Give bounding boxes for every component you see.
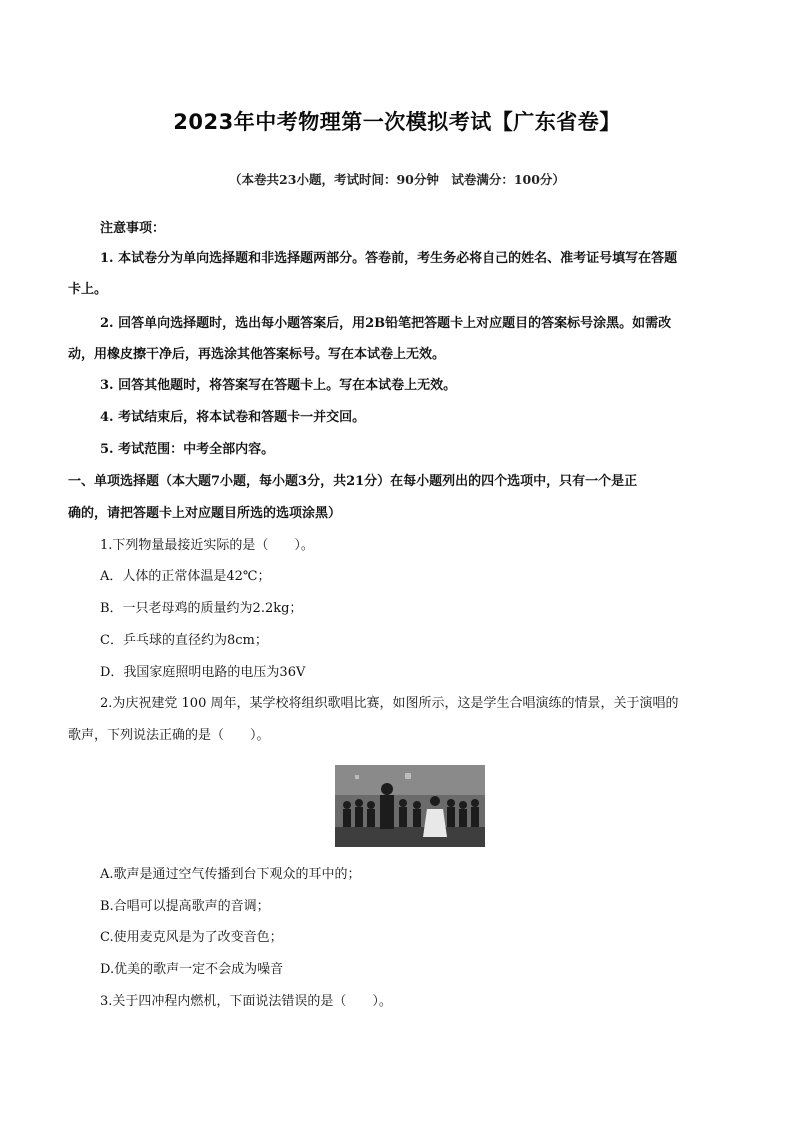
exam-info: （本卷共23小题，考试时间：90分钟 试卷满分：100分） (229, 172, 565, 187)
section-heading-cont: 确的，请把答题卡上对应题目所选的选项涂黑） (68, 506, 342, 521)
notice-item-4: 4. 考试结束后，将本试卷和答题卡一并交回。 (100, 410, 366, 425)
question-1-option-b: B．一只老母鸡的质量约为2.2kg； (100, 601, 303, 616)
notice-item-1: 1. 本试卷分为单向选择题和非选择题两部分。答卷前，考生务必将自己的姓名、准考证号填写在答题 (100, 251, 678, 266)
section-heading: 一、单项选择题（本大题7小题，每小题3分，共21分）在每小题列出的四个选项中，只有一个是正 (68, 474, 638, 489)
question-2-option-d: D.优美的歌声一定不会成为噪音 (100, 962, 284, 977)
question-1-option-a: A．人体的正常体温是42℃； (100, 569, 271, 584)
page-title: 2023年中考物理第一次模拟考试【广东省卷】 (173, 110, 621, 134)
question-2-stem: 2.为庆祝建党 100 周年，某学校将组织歌唱比赛，如图所示，这是学生合唱演练的情景，关于演唱的 (100, 696, 679, 711)
question-1-option-d: D．我国家庭照明电路的电压为36V (100, 665, 306, 680)
question-3-stem: 3.关于四冲程内燃机，下面说法错误的是（ ）。 (100, 994, 392, 1009)
choir-photo (335, 765, 485, 847)
notice-item-1-cont: 卡上。 (68, 282, 108, 297)
question-1-stem: 1.下列物量最接近实际的是（ ）。 (100, 538, 314, 553)
question-2-stem-cont: 歌声，下列说法正确的是（ ）。 (68, 728, 270, 743)
notice-item-2: 2. 回答单向选择题时，选出每小题答案后，用2B铅笔把答题卡上对应题目的答案标号涂黑。如需改 (100, 316, 672, 331)
notice-item-2-cont: 动，用橡皮擦干净后，再选涂其他答案标号。写在本试卷上无效。 (68, 347, 446, 362)
question-2-option-b: B.合唱可以提高歌声的音调； (100, 899, 270, 914)
notice-item-3: 3. 回答其他题时，将答案写在答题卡上。写在本试卷上无效。 (100, 378, 457, 393)
question-2-option-c: C.使用麦克风是为了改变音色； (100, 930, 283, 945)
choir-photo-illustration (335, 765, 485, 847)
question-1-option-c: C．乒乓球的直径约为8cm； (100, 633, 268, 648)
notice-item-5: 5. 考试范围：中考全部内容。 (100, 442, 275, 457)
notice-heading: 注意事项： (100, 221, 166, 236)
question-2-option-a: A.歌声是通过空气传播到台下观众的耳中的； (100, 867, 361, 882)
